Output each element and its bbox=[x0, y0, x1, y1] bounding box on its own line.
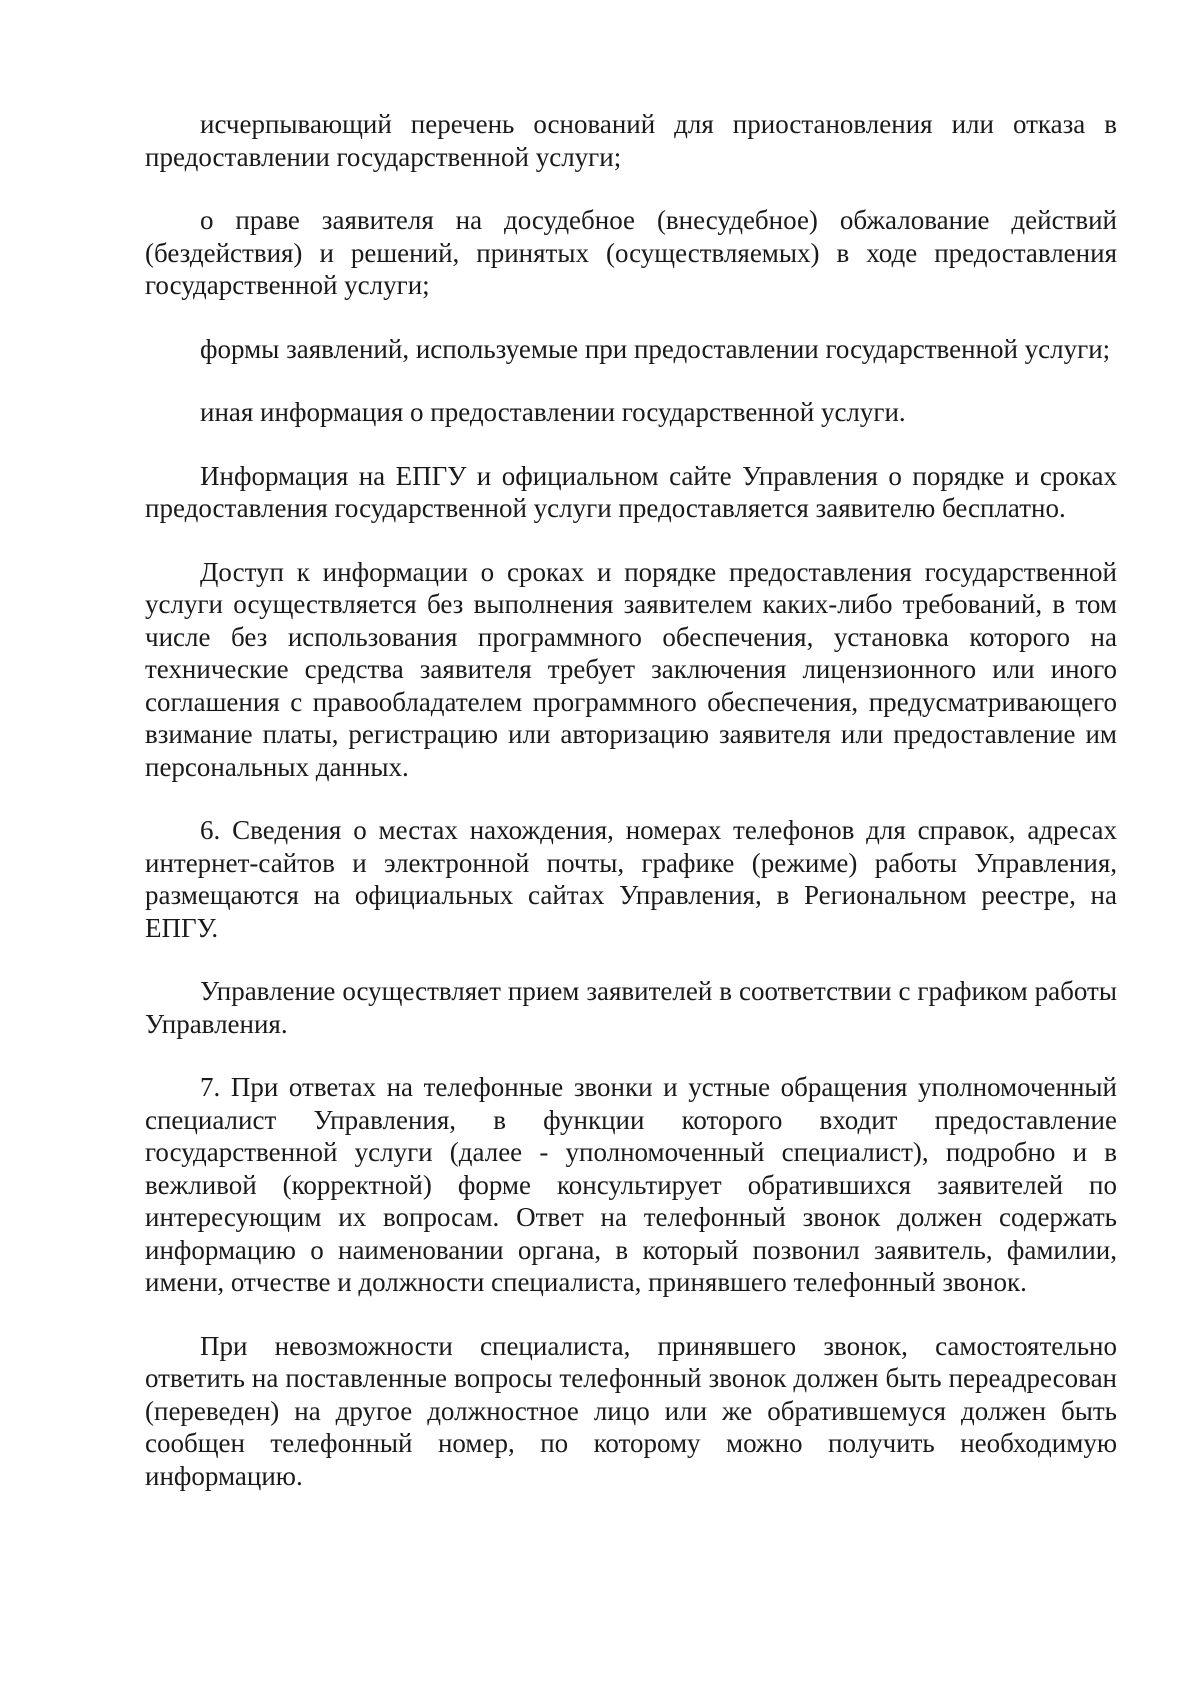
paragraph-section-6-locations: 6. Сведения о местах нахождения, номерах телефонов для справок, адресах интернет-сайтов и электронной почты, графике (режиме) работы Управления, размещаются на официальных сайтах Управления, в Региональном реестре, на ЕПГУ. bbox=[145, 815, 1117, 943]
paragraph-appeal-right: о праве заявителя на досудебное (внесудебное) обжалование действий (бездействия) и решений, принятых (осуществляемых) в ходе предоставления государственной услуги; bbox=[145, 205, 1117, 300]
paragraph-other-information: иная информация о предоставлении государственной услуги. bbox=[200, 397, 906, 427]
paragraph-section-7-phone-calls: 7. При ответах на телефонные звонки и устные обращения уполномоченный специалист Управления, в функции которого входит предоставление государственной услуги (далее - уполномоченный специалист), подробно и в вежливой (корректной) форме консультирует обратившихся заявителей по интересующим их вопросам. Ответ на телефонный звонок должен содержать информацию о наименовании органа, в который позвонил заявитель, фамилии, имени, отчестве и должности специалиста, принявшего телефонный звонок. bbox=[145, 1072, 1117, 1297]
paragraph-application-forms: формы заявлений, используемые при предоставлении государственной услуги; bbox=[200, 333, 1111, 364]
paragraph-access-to-information: Доступ к информации о сроках и порядке предоставления государственной услуги осуществляется без выполнения заявителем каких-либо требований, в том числе без использования программного обеспечения, установка которого на технические средства заявителя требует заключения лицензионного или иного соглашения с правообладателем программного обеспечения, предусматривающего взимание платы, регистрацию или авторизацию заявителя или предоставление им персональных данных. bbox=[145, 556, 1117, 782]
document-body bbox=[145, 108, 1117, 1523]
paragraph-call-forwarding: При невозможности специалиста, принявшего звонок, самостоятельно ответить на поставленные вопросы телефонный звонок должен быть переадресован (переведен) на другое должностное лицо или же обратившемуся должен быть сообщен телефонный номер, по которому можно получить необходимую информацию. bbox=[145, 1330, 1117, 1491]
paragraph-reception-schedule: Управление осуществляет прием заявителей в соответствии с графиком работы Управления. bbox=[145, 976, 1117, 1039]
paragraph-free-information: Информация на ЕПГУ и официальном сайте Управления о порядке и сроках предоставления государственной услуги предоставляется заявителю бесплатно. bbox=[145, 460, 1117, 523]
paragraph-refusal-grounds: исчерпывающий перечень оснований для приостановления или отказа в предоставлении государственной услуги; bbox=[145, 109, 1117, 172]
